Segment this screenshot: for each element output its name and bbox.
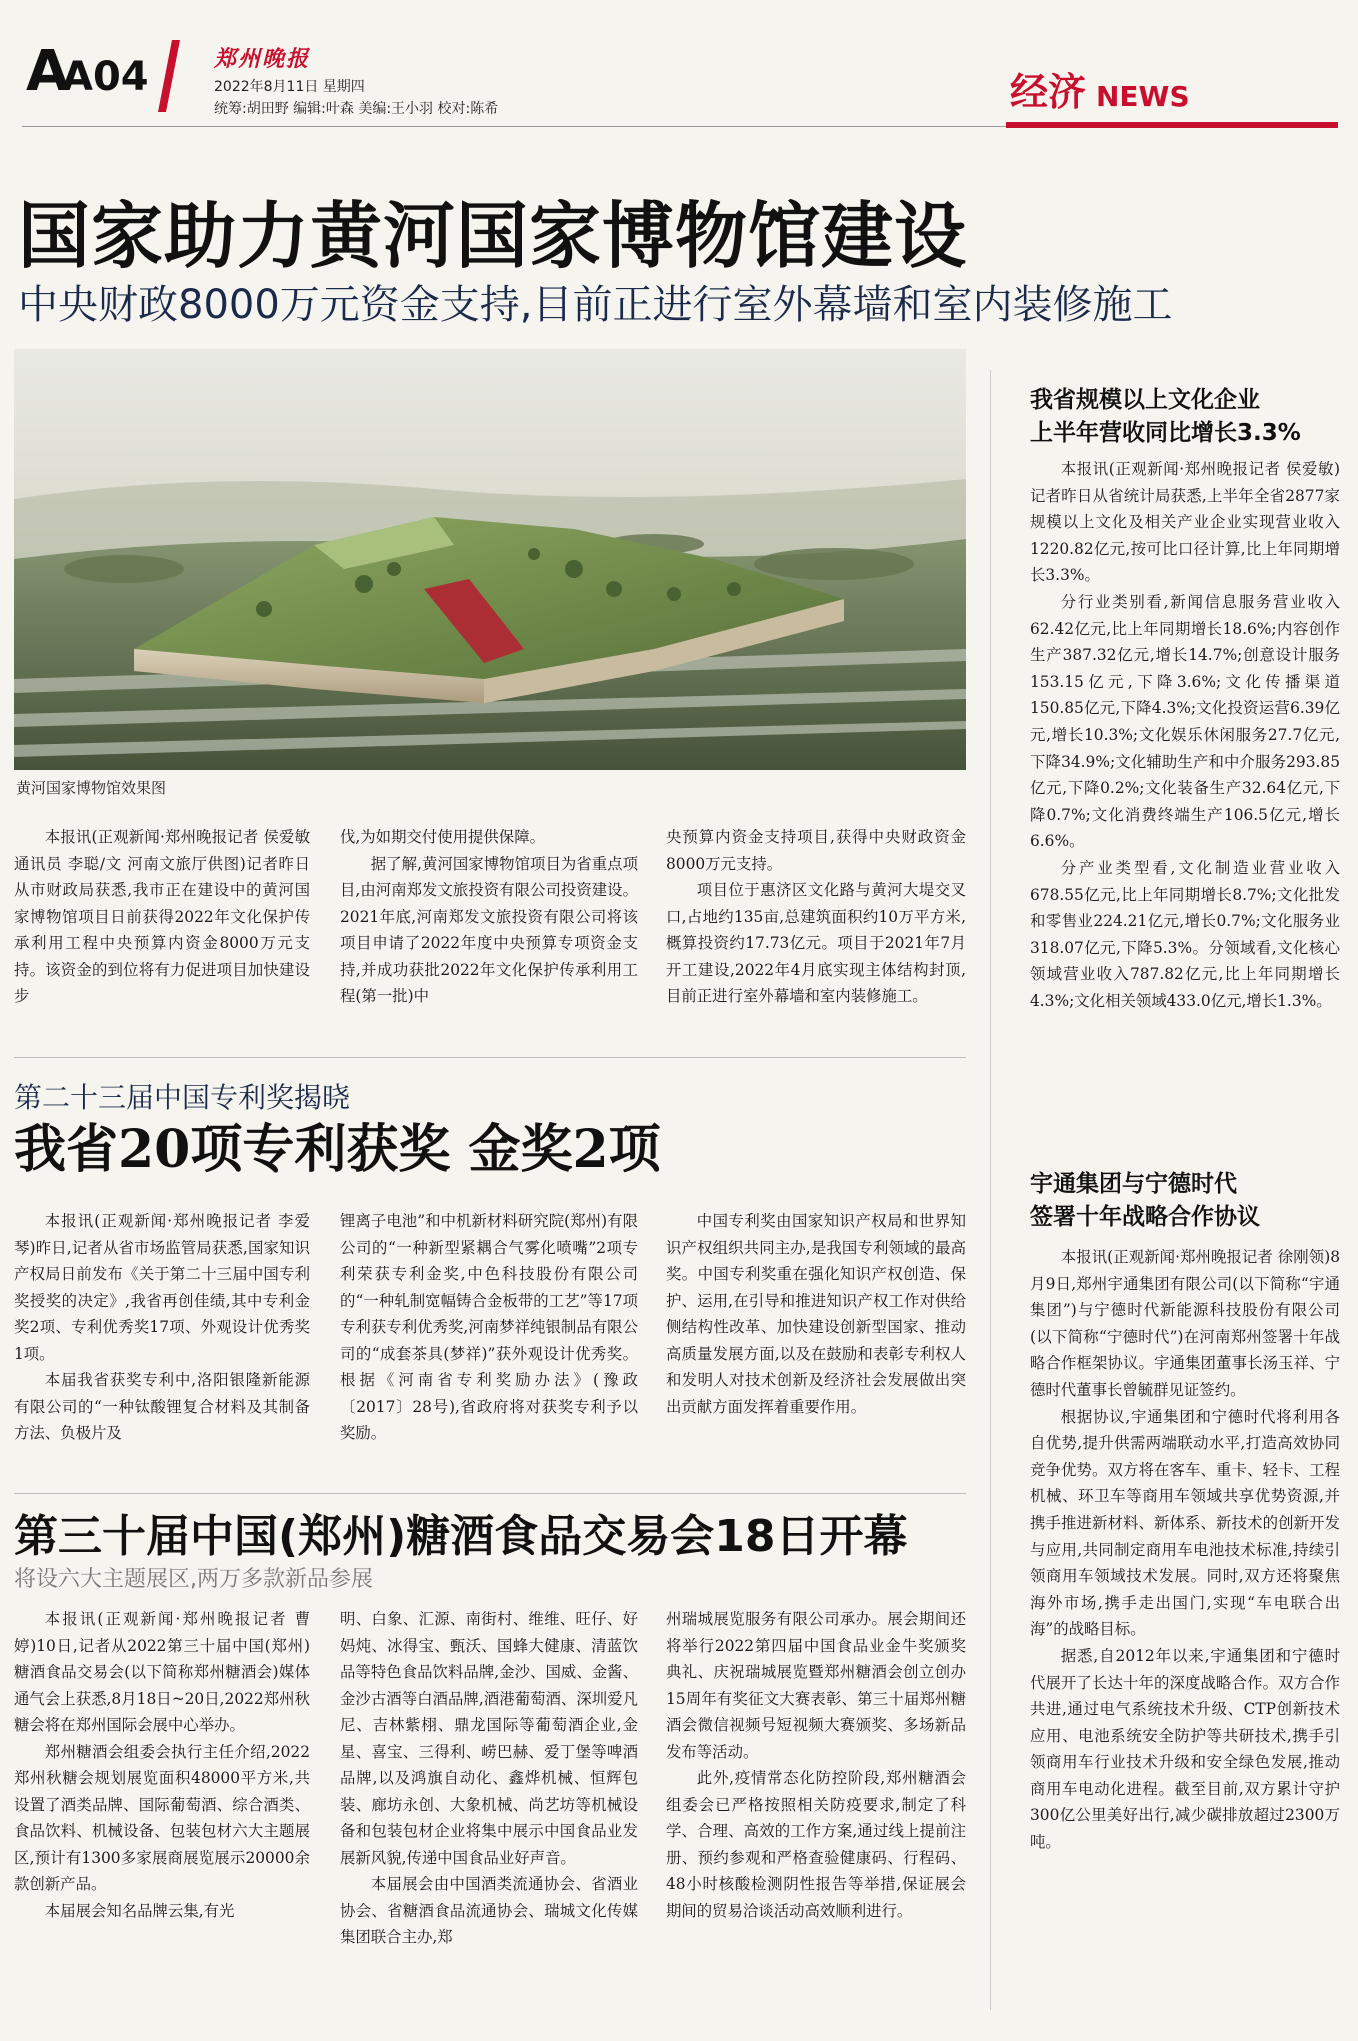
paragraph: 锂离子电池”和中机新材料研究院(郑州)有限公司的“一种新型紧耦合气雾化喷嘴”2项专利荣获专利金奖,中色科技股份有限公司的“一种轧制宽幅铸合金板带的工艺”等17项专利获专利优秀奖,河南梦祥纯银制品有限公司的“成套茶具(梦祥)”获外观设计优秀奖。根据《河南省专利奖励办法》(豫政〔2017〕28号),省政府将对获奖专利予以奖励。	[340, 1212, 638, 1442]
sidebar2-headline-line2: 签署十年战略合作协议	[1030, 1204, 1260, 1230]
sidebar2-headline	[1030, 1168, 1340, 1234]
paragraph: 本报讯(正观新闻·郑州晚报记者 徐刚领)8月9日,郑州宇通集团有限公司(以下简称“宇通集团”)与宁德时代新能源科技股份有限公司(以下简称“宁德时代”)在河南郑州签署十年战略合作框架协议。宇通集团董事长汤玉祥、宁德时代董事长曾毓群见证签约。	[1030, 1248, 1340, 1399]
lead-column-3	[666, 824, 966, 1010]
museum-rendering-image	[14, 349, 966, 770]
sidebar1-body	[1030, 456, 1340, 1014]
paragraph: 本届展会由中国酒类流通协会、省酒业协会、省糖酒食品流通协会、瑞城文化传媒集团联合主办,郑	[340, 1875, 638, 1946]
expo-subhead: 将设六大主题展区,两万多款新品参展	[14, 1567, 373, 1592]
paragraph: 本报讯(正观新闻·郑州晚报记者 侯爱敏)记者昨日从省统计局获悉,上半年全省2877家规模以上文化及相关产业企业实现营业收入1220.82亿元,按可比口径计算,比上年同期增长3.3%。	[1030, 460, 1340, 585]
sidebar1-headline-line1: 我省规模以上文化企业	[1030, 387, 1260, 413]
paragraph: 分产业类型看,文化制造业营业收入678.55亿元,比上年同期增长8.7%;文化批发和零售业224.21亿元,增长0.7%;文化服务业318.07亿元,下降5.3%。分领域看,文化核心领域营业收入787.82亿元,比上年同期增长4.3%;文化相关领域433.0亿元,增长1.3%。	[1030, 858, 1340, 1010]
lead-subhead: 中央财政8000万元资金支持,目前正进行室外幕墙和室内装修施工	[18, 282, 1173, 328]
paragraph: 郑州糖酒会组委会执行主任介绍,2022郑州秋糖会规划展览面积48000平方米,共设置了酒类品牌、国际葡萄酒、综合酒类、食品饮料、机械设备、包装包材六大主题展区,预计有1300多家展商展览展示20000余款创新产品。	[14, 1742, 310, 1893]
image-caption: 黄河国家博物馆效果图	[16, 779, 167, 797]
paragraph: 据了解,黄河国家博物馆项目为省重点项目,由河南郑发文旅投资有限公司投资建设。2021年底,河南郑发文旅投资有限公司将该项目申请了2022年度中央预算专项资金支持,并成功获批2022年文化保护传承利用工程(第一批)中	[340, 854, 638, 1005]
staff-line: 统筹:胡田野 编辑:叶森 美编:王小羽 校对:陈希	[214, 101, 499, 117]
page-number: A04	[62, 54, 149, 100]
expo-column-1	[14, 1606, 310, 1924]
paragraph: 本届我省获奖专利中,洛阳银隆新能源有限公司的“一种钛酸锂复合材料及其制备方法、负极片及	[14, 1371, 310, 1442]
patent-column-3	[666, 1208, 966, 1420]
paragraph: 本报讯(正观新闻·郑州晚报记者 李爱琴)昨日,记者从省市场监管局获悉,国家知识产权局日前发布《关于第二十三届中国专利奖授奖的决定》,我省再创佳绩,其中专利金奖2项、专利优秀奖17项、外观设计优秀奖1项。	[14, 1212, 310, 1363]
paragraph: 项目位于惠济区文化路与黄河大堤交叉口,占地约135亩,总建筑面积约10万平方米,概算投资约17.73亿元。项目于2021年7月开工建设,2022年4月底实现主体结构封顶,目前正进行室外幕墙和室内装修施工。	[666, 881, 966, 1005]
masthead-slash-mark	[158, 40, 180, 112]
paragraph: 根据协议,宇通集团和宁德时代将利用各自优势,提升供需两端联动水平,打造高效协同竞争优势。双方将在客车、重卡、轻卡、工程机械、环卫车等商用车领域共享优势资源,并携手推进新材料、新体系、新技术的创新开发与应用,共同制定商用车电池技术标准,持续引领商用车领域技术发展。同时,双方还将聚焦海外市场,携手走出国门,实现“车电联合出海”的战略目标。	[1030, 1407, 1340, 1639]
lead-headline: 国家助力黄河国家博物馆建设	[18, 194, 968, 278]
paragraph: 据悉,自2012年以来,宇通集团和宁德时代展开了长达十年的深度战略合作。双方合作共进,通过电气系统技术升级、CTP创新技术应用、电池系统安全防护等共研技术,携手引领商用车行业技术升级和安全绿色发展,推动商用车电动化进程。截至目前,双方累计守护300亿公里美好出行,减少碳排放超过2300万吨。	[1030, 1646, 1340, 1852]
sidebar-divider	[990, 370, 991, 2010]
sidebar1-headline	[1030, 384, 1340, 450]
patent-column-1	[14, 1208, 310, 1447]
paragraph: 本报讯(正观新闻·郑州晚报记者 侯爱敏 通讯员 李聪/文 河南文旅厅供图)记者昨日从市财政局获悉,我市正在建设中的黄河国家博物馆项目日前获得2022年文化保护传承利用工程中央预算内资金8000万元支持。该资金的到位将有力促进项目加快建设步	[14, 828, 310, 1005]
newspaper-logo: 郑州晚报	[214, 46, 311, 72]
paragraph: 本届展会知名品牌云集,有光	[44, 1901, 235, 1920]
sidebar2-body	[1030, 1244, 1340, 1856]
lead-column-2	[340, 824, 638, 1010]
lead-column-1	[14, 824, 310, 1010]
section-bar	[1006, 122, 1338, 128]
paragraph: 明、白象、汇源、南街村、维维、旺仔、好妈炖、冰得宝、甄沃、国蜂大健康、清蓝饮品等特色食品饮料品牌,金沙、国威、金酱、金沙古酒等白酒品牌,酒港葡萄酒、深圳爱凡尼、吉林紫栩、鼎龙国际等葡萄酒企业,金星、喜宝、三得利、崂巴赫、爱丁堡等啤酒品牌,以及鸿旗自动化、鑫烨机械、恒辉包装、廊坊永创、大象机械、尚艺坊等机械设备和包装包材企业将集中展示中国食品业发展新风貌,传递中国食品业好声音。	[340, 1610, 638, 1867]
paragraph: 州瑞城展览服务有限公司承办。展会期间还将举行2022第四届中国食品业金牛奖颁奖典礼、庆祝瑞城展览暨郑州糖酒会创立创办15周年有奖征文大赛表彰、第三十届郑州糖酒会微信视频号短视频大赛颁奖、多场新品发布等活动。	[666, 1610, 966, 1761]
patent-headline: 我省20项专利获奖 金奖2项	[14, 1119, 661, 1180]
paragraph: 分行业类别看,新闻信息服务营业收入62.42亿元,比上年同期增长18.6%;内容创作生产387.32亿元,增长14.7%;创意设计服务153.15亿元,下降3.6%;文化传播渠道150.85亿元,下降4.3%;文化投资运营6.39亿元,增长10.3%;文化娱乐休闲服务27.7亿元,下降34.9%;文化辅助生产和中介服务293.85亿元,下降0.2%;文化装备生产32.64亿元,下降0.7%;文化消费终端生产106.5亿元,增长6.6%。	[1030, 592, 1340, 851]
page-letter: A	[26, 39, 68, 104]
section-divider	[14, 1057, 966, 1058]
sidebar2-headline-line1: 宇通集团与宁德时代	[1030, 1171, 1237, 1197]
date-line: 2022年8月11日 星期四	[214, 79, 365, 95]
sidebar1-headline-line2: 上半年营收同比增长3.3%	[1030, 420, 1301, 446]
expo-headline: 第三十届中国(郑州)糖酒食品交易会18日开幕	[14, 1511, 908, 1562]
patent-column-2	[340, 1208, 638, 1447]
paragraph: 中国专利奖由国家知识产权局和世界知识产权组织共同主办,是我国专利领域的最高奖。中国专利奖重在强化知识产权创造、保护、运用,在引导和推进知识产权工作对供给侧结构性改革、加快建设创新型国家、推动高质量发展方面,以及在鼓励和表彰专利权人和发明人对技术创新及经济社会发展做出突出贡献方面发挥着重要作用。	[666, 1212, 966, 1416]
masthead-rule	[22, 126, 1006, 127]
section-title: 经济	[1010, 70, 1087, 114]
expo-column-3	[666, 1606, 966, 1924]
expo-column-2	[340, 1606, 638, 1951]
paragraph: 本报讯(正观新闻·郑州晚报记者 曹婷)10日,记者从2022第三十届中国(郑州)糖酒食品交易会(以下简称郑州糖酒会)媒体通气会上获悉,8月18日~20日,2022郑州秋糖会将在郑州国际会展中心举办。	[14, 1610, 310, 1734]
paragraph: 此外,疫情常态化防控阶段,郑州糖酒会组委会已严格按照相关防疫要求,制定了科学、合理、高效的工作方案,通过线上提前注册、预约参观和严格查验健康码、行程码、48小时核酸检测阴性报告等举措,保证展会期间的贸易洽谈活动高效顺利进行。	[666, 1769, 966, 1920]
paragraph: 央预算内资金支持项目,获得中央财政资金8000万元支持。	[666, 828, 966, 873]
section-divider-2	[14, 1493, 966, 1494]
paragraph: 伐,为如期交付使用提供保障。	[340, 828, 545, 846]
section-en: NEWS	[1096, 80, 1190, 113]
patent-kicker: 第二十三届中国专利奖揭晓	[14, 1081, 351, 1114]
